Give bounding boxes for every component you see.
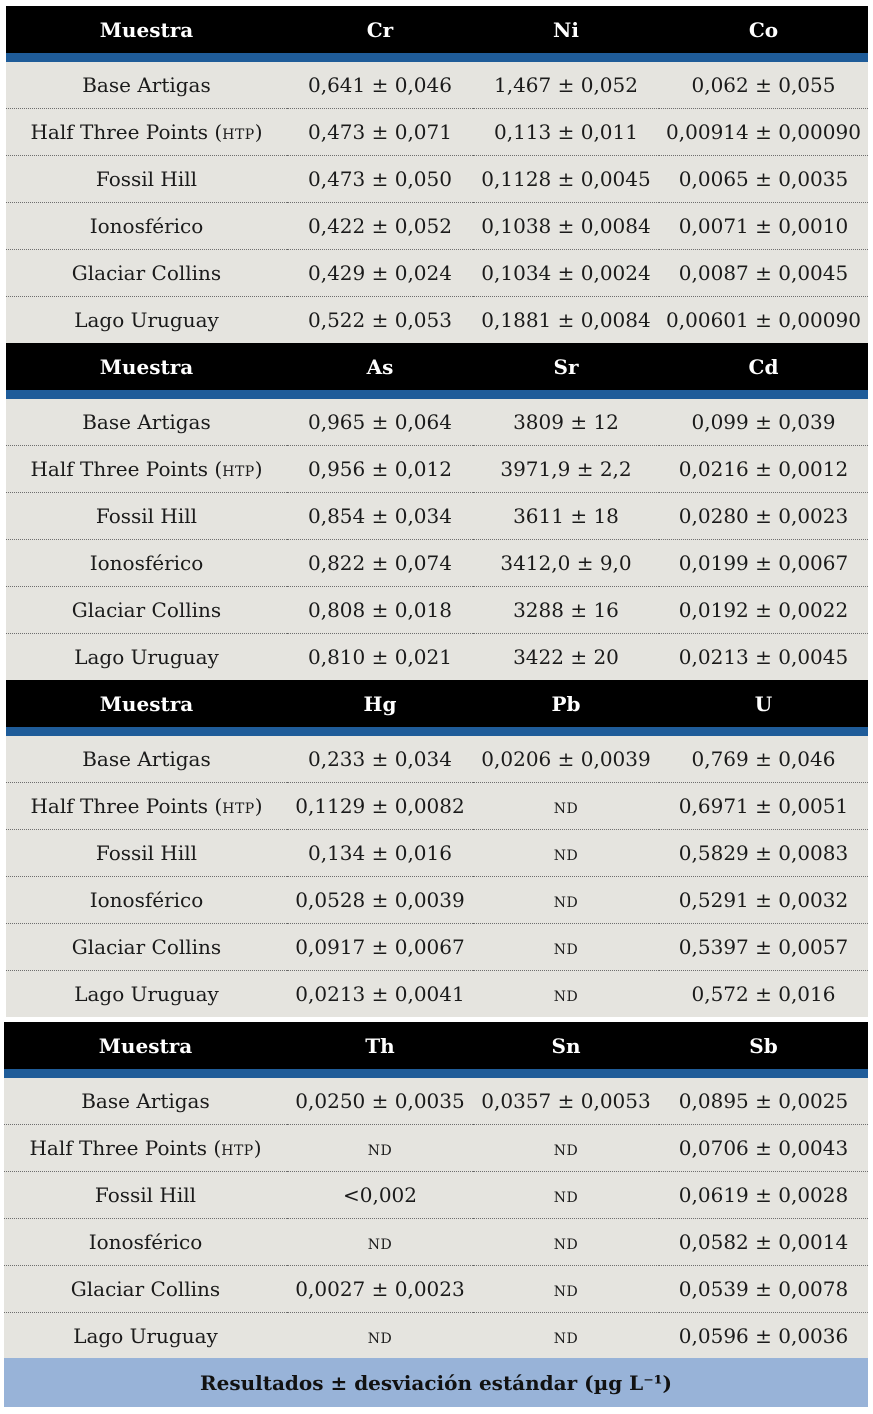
value-cell: ND (473, 1219, 659, 1266)
value-cell: ND (287, 1219, 473, 1266)
sample-name: Half Three Points (HTP) (6, 109, 287, 156)
value-cell: 0,0192 ± 0,0022 (659, 587, 868, 634)
table-row (6, 156, 868, 203)
table-row (6, 446, 868, 493)
table-row (6, 830, 868, 877)
table-header-row (6, 680, 868, 732)
value-cell: 0,572 ± 0,016 (659, 971, 868, 1018)
table-row (6, 493, 868, 540)
column-header-muestra: Muestra (4, 1022, 287, 1074)
value-cell: 0,822 ± 0,074 (287, 540, 473, 587)
sample-name: Half Three Points (HTP) (4, 1125, 287, 1172)
value-cell: 0,6971 ± 0,0051 (659, 783, 868, 830)
table-row (4, 1219, 868, 1266)
table-row (6, 924, 868, 971)
value-cell: 0,0087 ± 0,0045 (659, 250, 868, 297)
value-cell: 0,062 ± 0,055 (659, 58, 868, 109)
sample-name: Base Artigas (6, 58, 287, 109)
results-table-as-sr-cd (6, 343, 868, 680)
table-header-row (4, 1022, 868, 1074)
column-header-as: As (287, 343, 473, 395)
value-cell: ND (473, 924, 659, 971)
value-cell: 0,5829 ± 0,0083 (659, 830, 868, 877)
column-header-cr: Cr (287, 6, 473, 58)
table-row (4, 1074, 868, 1125)
sample-name: Glaciar Collins (6, 924, 287, 971)
value-cell: ND (473, 877, 659, 924)
sample-name: Glaciar Collins (4, 1266, 287, 1313)
value-cell: 0,00914 ± 0,00090 (659, 109, 868, 156)
sample-name: Base Artigas (6, 732, 287, 783)
table-footnote: Resultados ± desviación estándar (µg L⁻¹) (4, 1358, 868, 1407)
value-cell: <0,002 (287, 1172, 473, 1219)
column-header-cd: Cd (659, 343, 868, 395)
table-row (4, 1266, 868, 1313)
sample-name: Fossil Hill (4, 1172, 287, 1219)
value-cell: 0,810 ± 0,021 (287, 634, 473, 681)
value-cell: ND (473, 971, 659, 1018)
sample-name: Fossil Hill (6, 830, 287, 877)
table-row (6, 732, 868, 783)
value-cell: 3971,9 ± 2,2 (473, 446, 659, 493)
value-cell: 3412,0 ± 9,0 (473, 540, 659, 587)
column-header-muestra: Muestra (6, 343, 287, 395)
results-table-hg-pb-u (6, 680, 868, 1017)
value-cell: 0,0199 ± 0,0067 (659, 540, 868, 587)
value-cell: 0,0280 ± 0,0023 (659, 493, 868, 540)
column-header-hg: Hg (287, 680, 473, 732)
value-cell: ND (473, 1172, 659, 1219)
value-cell: 1,467 ± 0,052 (473, 58, 659, 109)
value-cell: 0,113 ± 0,011 (473, 109, 659, 156)
column-header-sr: Sr (473, 343, 659, 395)
value-cell: 0,0895 ± 0,0025 (659, 1074, 868, 1125)
table-header-row (6, 343, 868, 395)
column-header-ni: Ni (473, 6, 659, 58)
sample-name: Lago Uruguay (6, 634, 287, 681)
value-cell: 0,0539 ± 0,0078 (659, 1266, 868, 1313)
value-cell: 0,854 ± 0,034 (287, 493, 473, 540)
sample-name: Base Artigas (6, 395, 287, 446)
column-header-u: U (659, 680, 868, 732)
value-cell: 0,0596 ± 0,0036 (659, 1313, 868, 1360)
value-cell: 3611 ± 18 (473, 493, 659, 540)
results-table-th-sn-sb (4, 1022, 868, 1359)
table-row (6, 634, 868, 681)
sample-name: Lago Uruguay (6, 971, 287, 1018)
value-cell: 0,769 ± 0,046 (659, 732, 868, 783)
sample-name: Ionosférico (4, 1219, 287, 1266)
value-cell: ND (473, 783, 659, 830)
value-cell: 0,0213 ± 0,0045 (659, 634, 868, 681)
column-header-th: Th (287, 1022, 473, 1074)
sample-name: Half Three Points (HTP) (6, 446, 287, 493)
column-header-muestra: Muestra (6, 680, 287, 732)
value-cell: 0,1034 ± 0,0024 (473, 250, 659, 297)
column-header-co: Co (659, 6, 868, 58)
value-cell: 0,473 ± 0,071 (287, 109, 473, 156)
value-cell: 3422 ± 20 (473, 634, 659, 681)
sample-name: Fossil Hill (6, 156, 287, 203)
table-row (6, 587, 868, 634)
table-row (6, 971, 868, 1018)
sample-name: Half Three Points (HTP) (6, 783, 287, 830)
value-cell: 0,965 ± 0,064 (287, 395, 473, 446)
value-cell: 0,134 ± 0,016 (287, 830, 473, 877)
column-header-pb: Pb (473, 680, 659, 732)
value-cell: 3288 ± 16 (473, 587, 659, 634)
table-row (6, 540, 868, 587)
value-cell: ND (473, 1125, 659, 1172)
value-cell: 0,956 ± 0,012 (287, 446, 473, 493)
value-cell: ND (287, 1313, 473, 1360)
table-row (6, 250, 868, 297)
value-cell: 0,0206 ± 0,0039 (473, 732, 659, 783)
table-row (6, 203, 868, 250)
table-row (4, 1125, 868, 1172)
sample-name: Glaciar Collins (6, 250, 287, 297)
value-cell: 0,0706 ± 0,0043 (659, 1125, 868, 1172)
sample-name: Lago Uruguay (6, 297, 287, 344)
value-cell: 3809 ± 12 (473, 395, 659, 446)
value-cell: 0,5397 ± 0,0057 (659, 924, 868, 971)
results-table-cr-ni-co (6, 6, 868, 343)
table-row (4, 1313, 868, 1360)
value-cell: 0,422 ± 0,052 (287, 203, 473, 250)
table-row (4, 1172, 868, 1219)
value-cell: 0,1881 ± 0,0084 (473, 297, 659, 344)
value-cell: 0,1038 ± 0,0084 (473, 203, 659, 250)
value-cell: 0,0357 ± 0,0053 (473, 1074, 659, 1125)
sample-name: Base Artigas (4, 1074, 287, 1125)
sample-name: Ionosférico (6, 877, 287, 924)
sample-name: Glaciar Collins (6, 587, 287, 634)
value-cell: 0,641 ± 0,046 (287, 58, 473, 109)
value-cell: 0,0213 ± 0,0041 (287, 971, 473, 1018)
value-cell: 0,0065 ± 0,0035 (659, 156, 868, 203)
table-row (6, 109, 868, 156)
value-cell: 0,473 ± 0,050 (287, 156, 473, 203)
value-cell: 0,5291 ± 0,0032 (659, 877, 868, 924)
table-row (6, 783, 868, 830)
table-row (6, 58, 868, 109)
column-header-sb: Sb (659, 1022, 868, 1074)
value-cell: 0,0027 ± 0,0023 (287, 1266, 473, 1313)
sample-name: Ionosférico (6, 540, 287, 587)
value-cell: ND (473, 830, 659, 877)
sample-name: Ionosférico (6, 203, 287, 250)
table-header-row (6, 6, 868, 58)
value-cell: 0,1129 ± 0,0082 (287, 783, 473, 830)
column-header-sn: Sn (473, 1022, 659, 1074)
value-cell: 0,0582 ± 0,0014 (659, 1219, 868, 1266)
value-cell: 0,0619 ± 0,0028 (659, 1172, 868, 1219)
value-cell: 0,0917 ± 0,0067 (287, 924, 473, 971)
value-cell: 0,1128 ± 0,0045 (473, 156, 659, 203)
column-header-muestra: Muestra (6, 6, 287, 58)
table-row (6, 877, 868, 924)
value-cell: 0,233 ± 0,034 (287, 732, 473, 783)
table-row (6, 395, 868, 446)
value-cell: ND (287, 1125, 473, 1172)
table-row (6, 297, 868, 344)
value-cell: 0,0250 ± 0,0035 (287, 1074, 473, 1125)
value-cell: 0,0528 ± 0,0039 (287, 877, 473, 924)
value-cell: 0,522 ± 0,053 (287, 297, 473, 344)
value-cell: ND (473, 1266, 659, 1313)
value-cell: 0,099 ± 0,039 (659, 395, 868, 446)
sample-name: Fossil Hill (6, 493, 287, 540)
value-cell: 0,429 ± 0,024 (287, 250, 473, 297)
value-cell: 0,0216 ± 0,0012 (659, 446, 868, 493)
value-cell: 0,00601 ± 0,00090 (659, 297, 868, 344)
sample-name: Lago Uruguay (4, 1313, 287, 1360)
value-cell: 0,808 ± 0,018 (287, 587, 473, 634)
value-cell: 0,0071 ± 0,0010 (659, 203, 868, 250)
value-cell: ND (473, 1313, 659, 1360)
